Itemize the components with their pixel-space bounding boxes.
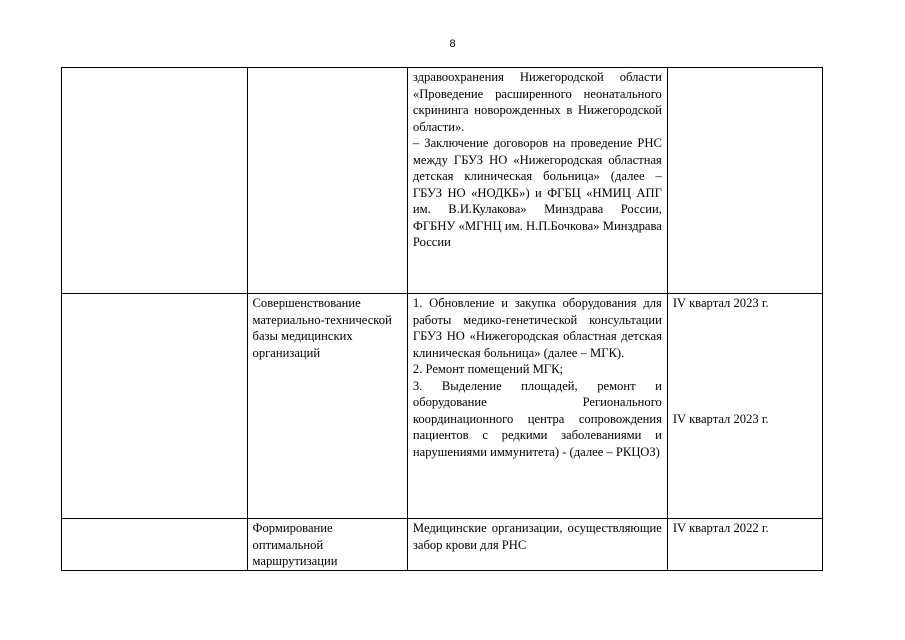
table-cell-empty — [62, 519, 248, 571]
spacer — [673, 328, 817, 345]
action-text: 1. Обновление и закупка оборудования для работы медико-генетической консультации ГБУЗ НО «Нижегородская областная детская клиническая больница» (далее – МГК). — [412, 296, 662, 360]
table-cell-actions — [407, 294, 667, 519]
spacer — [673, 345, 817, 362]
table-cell-empty — [62, 294, 248, 519]
table-cell-measure: Формирование оптимальной маршрутизации — [247, 519, 407, 571]
table-cell-actions — [407, 68, 667, 294]
spacer — [673, 378, 817, 395]
action-text: 2. Ремонт помещений МГК; — [412, 362, 563, 376]
deadline-text: IV квартал 2023 г. — [672, 411, 769, 426]
table-cell-deadline: IV квартал 2022 г. — [667, 519, 822, 571]
action-text: 3. Выделение площадей, ремонт и оборудование Регионального координационного центра сопровождения пациентов с редкими заболеваниями и нарушениями иммунитета) - (далее – РКЦОЗ) — [412, 378, 662, 459]
table-cell-deadline — [667, 294, 822, 519]
action-text: здравоохранения Нижегородской области «Проведение расширенного неонатального скрининга новорожденных в Нижегородской области». — [412, 70, 662, 134]
spacer — [673, 394, 817, 411]
page-number: 8 — [449, 38, 456, 50]
spacer — [673, 312, 817, 329]
action-text: Медицинские организации, осуществляющие забор крови для РНС — [412, 521, 662, 552]
table-cell-measure — [247, 68, 407, 294]
table-cell-actions — [407, 519, 667, 571]
action-text: – Заключение договоров на проведение РНС между ГБУЗ НО «Нижегородская областная детская клиническая больница» (далее – ГБУЗ НО «НОДКБ») и ФГБЦ «НМИЦ АПГ им. В.И.Кулакова» Минздрава России, ФГБНУ «МГНЦ им. Н.П.Бочкова» Минздрава России — [412, 136, 662, 249]
spacer — [673, 361, 817, 378]
table-cell-deadline — [667, 68, 822, 294]
table-row — [62, 68, 823, 294]
table-cell-empty — [62, 68, 248, 294]
deadline-text: IV квартал 2023 г. — [672, 296, 769, 310]
table-row — [62, 294, 823, 519]
table-row — [62, 519, 823, 571]
plan-table — [61, 67, 823, 571]
table-cell-measure: Совершенствование материально-технической базы медицинских организаций — [247, 294, 407, 519]
